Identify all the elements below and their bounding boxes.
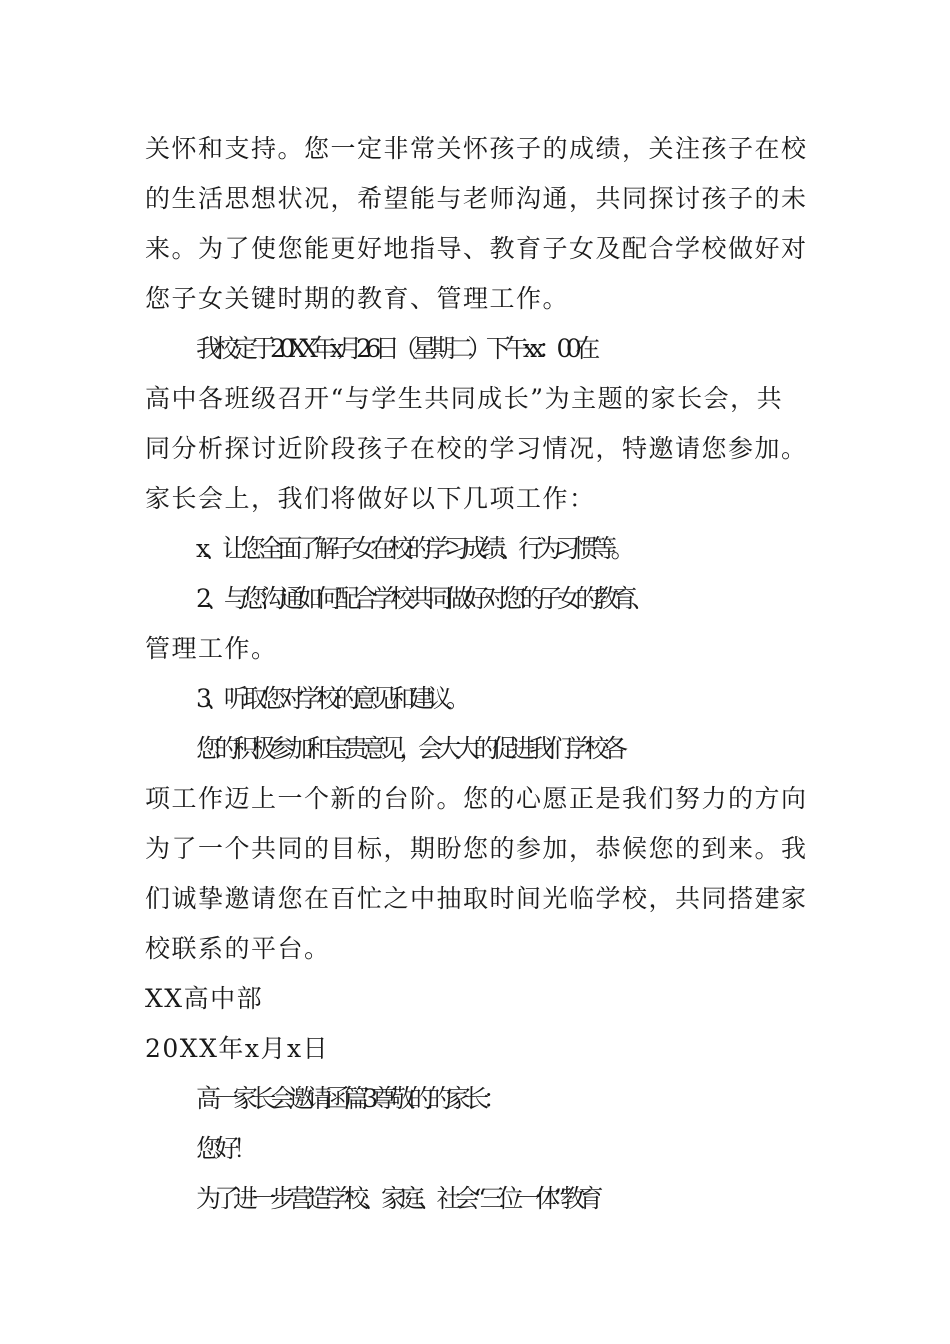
paragraph-line: 家长会上，我们将做好以下几项工作： — [145, 484, 596, 513]
greeting: 您好！ — [196, 1134, 252, 1163]
signature-date: 20XX年x月x日 — [145, 1034, 330, 1063]
paragraph-line: 同分析探讨近阶段孩子在校的学习情况，特邀请您参加。 — [145, 434, 808, 463]
paragraph-line: 您的积极参加和宝贵意见，会大大的促进我们学校各 — [196, 734, 622, 763]
signature-school: XX高中部 — [145, 984, 264, 1013]
section-heading: 高一家长会邀请函篇3尊敬的的家长： — [196, 1084, 502, 1113]
paragraph-line: 项工作迈上一个新的台阶。您的心愿正是我们努力的方向 — [145, 784, 808, 813]
list-item: x、让您全面了解子女在校的学习成绩、行为习惯等。 — [196, 534, 630, 563]
paragraph-line: 您子女关键时期的教育、管理工作。 — [145, 284, 570, 313]
paragraph-line: 我校定于20XX年x月26日（星期二）下午xx：00在 — [196, 334, 594, 363]
paragraph-line: 校联系的平台。 — [145, 934, 331, 963]
paragraph-line: 来。为了使您能更好地指导、教育子女及配合学校做好对 — [145, 234, 808, 263]
paragraph-line: 高中各班级召开“与学生共同成长”为主题的家长会，共 — [145, 384, 784, 413]
paragraph-line: 的生活思想状况，希望能与老师沟通，共同探讨孩子的未 — [145, 184, 808, 213]
paragraph-line: 关怀和支持。您一定非常关怀孩子的成绩，关注孩子在校 — [145, 134, 808, 163]
paragraph-line: 们诚挚邀请您在百忙之中抽取时间光临学校，共同搭建家 — [145, 884, 808, 913]
paragraph-line: 为了进一步营造学校、家庭、社会“三位一体”教育 — [196, 1184, 598, 1213]
list-item: 3、听取您对学校的意见和建议。 — [196, 684, 465, 713]
paragraph-line: 为了一个共同的目标，期盼您的参加，恭候您的到来。我 — [145, 834, 808, 863]
paragraph-line: 管理工作。 — [145, 634, 278, 663]
list-item: 2、与您沟通如何配合学校共同做好对您的子女的教育、 — [196, 584, 650, 613]
